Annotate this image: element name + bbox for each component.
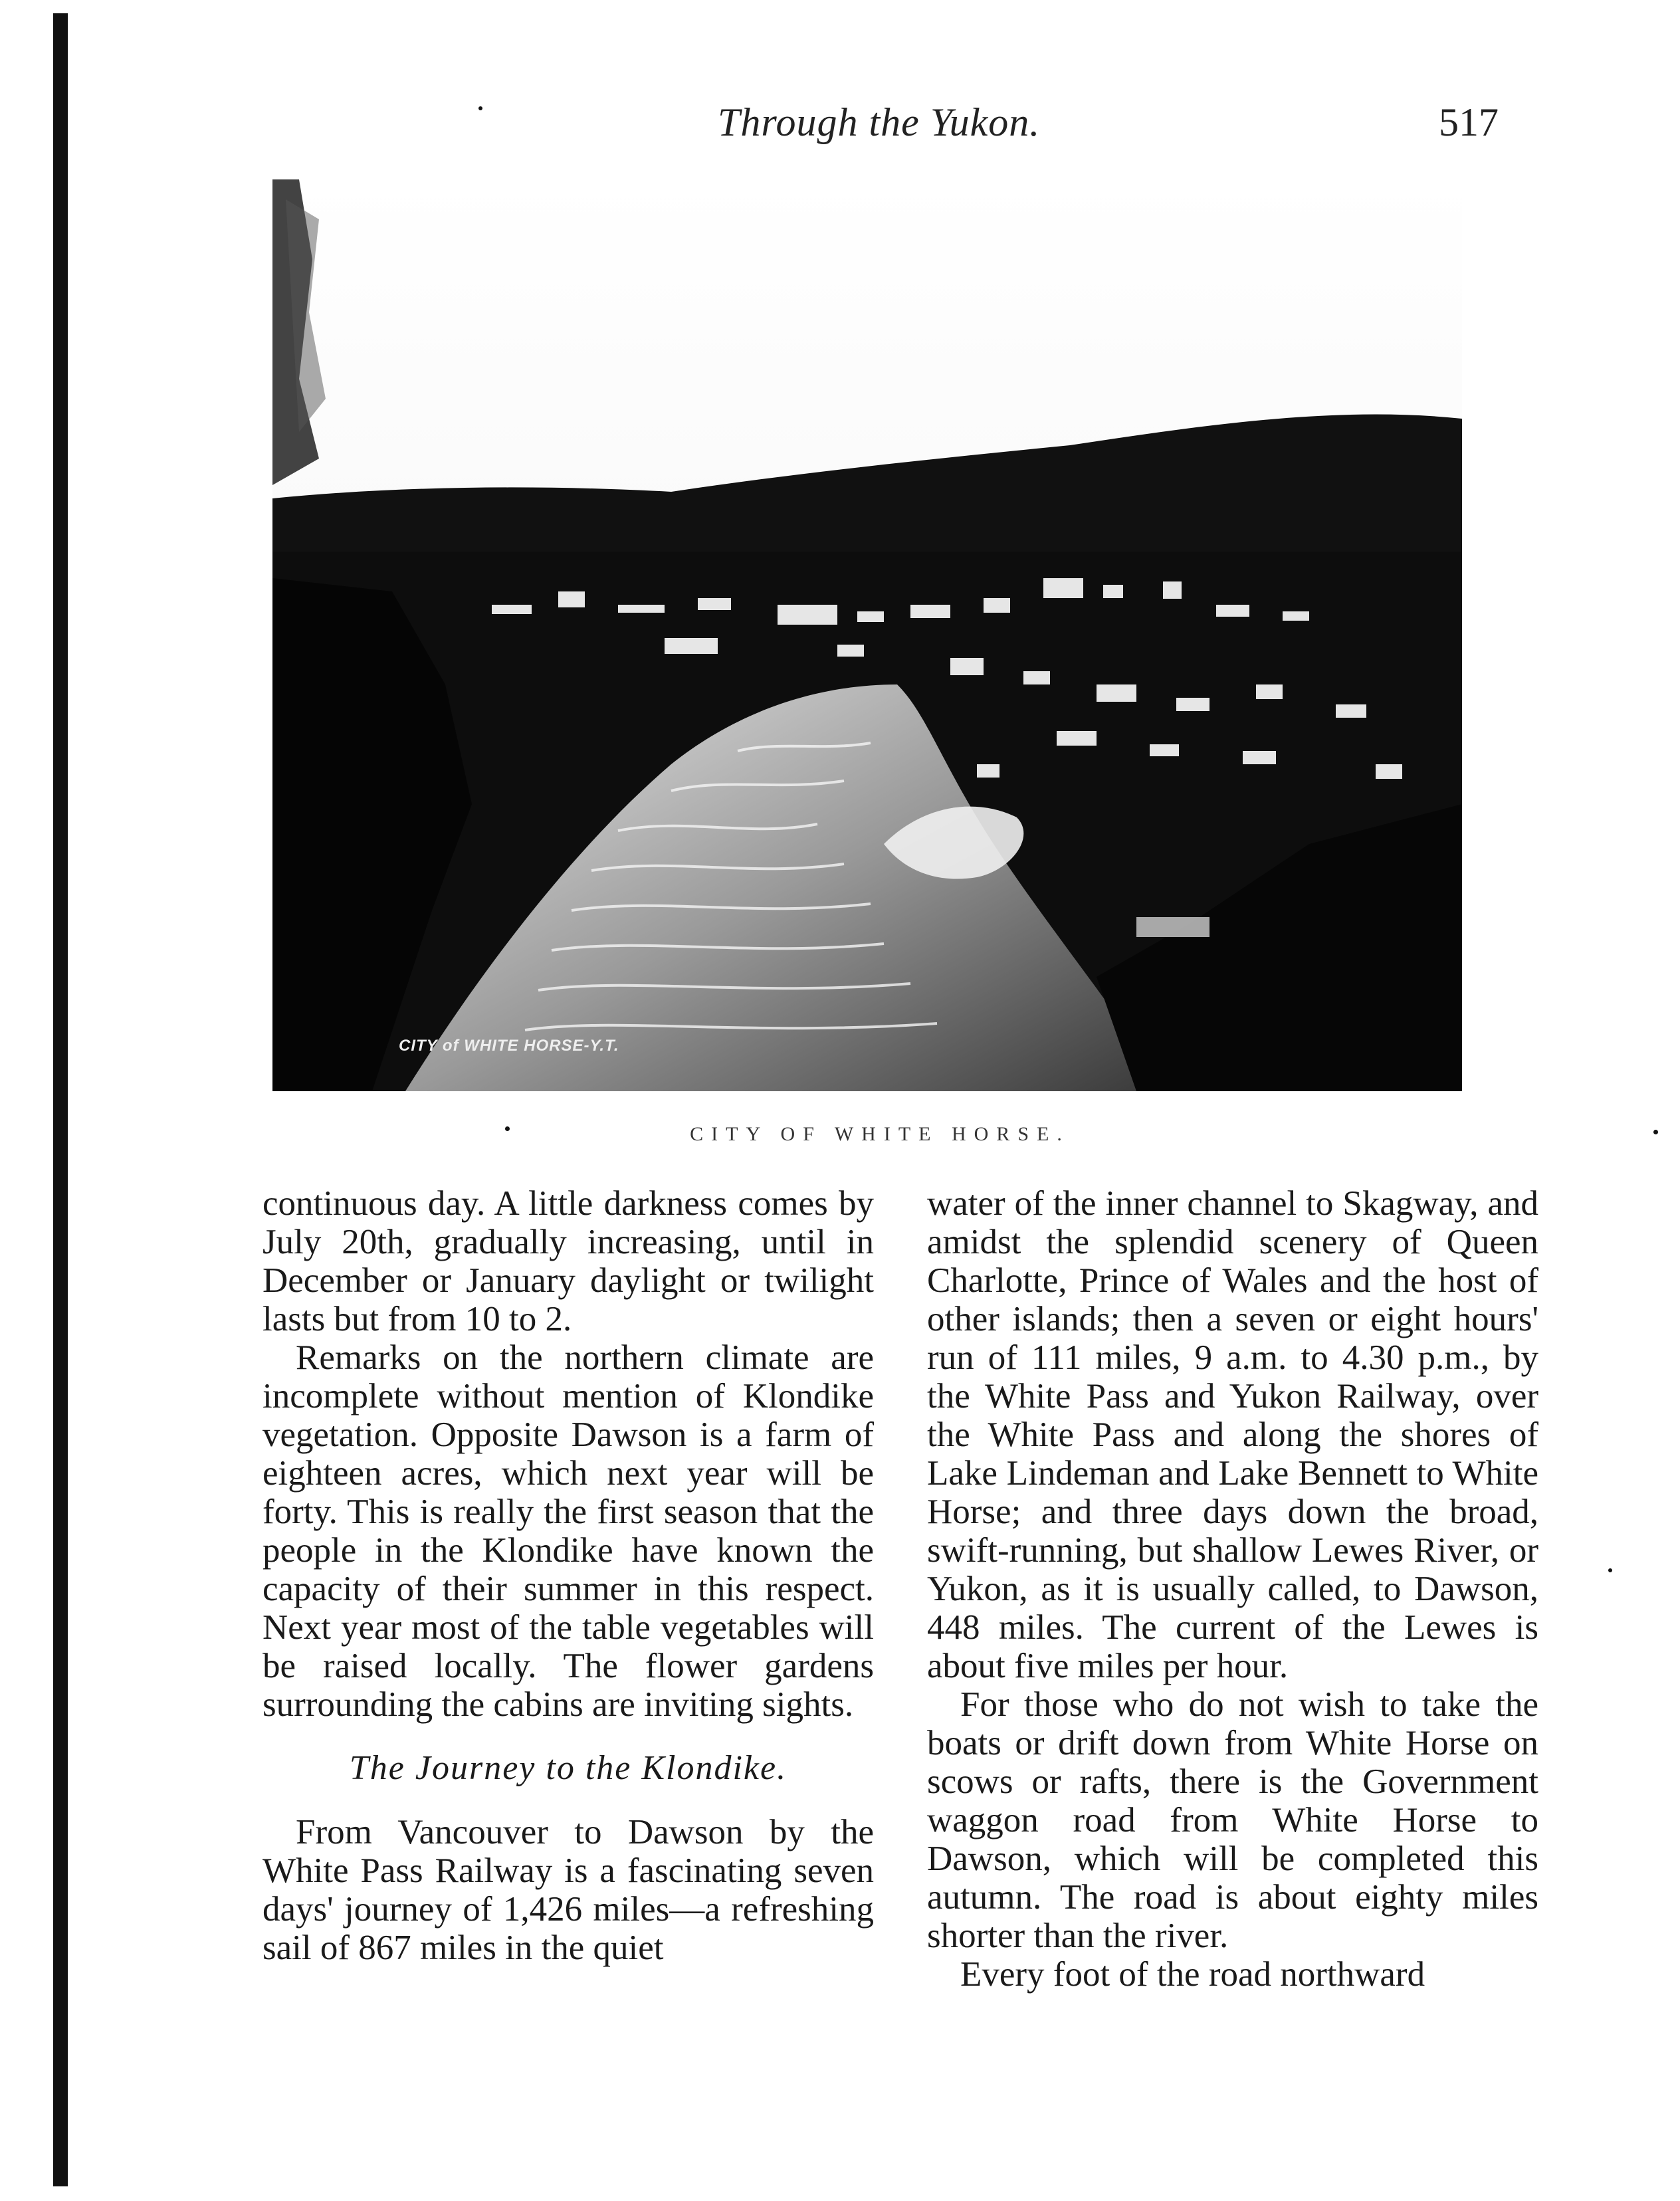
paragraph: For those who do not wish to take the boats or drift down from White Horse on scows or rafts, there is the Government waggon road from White Horse to Dawson, which will be completed this autumn. The road is about eighty miles shorter than the river. [927, 1685, 1538, 1955]
paragraph: water of the inner channel to Skagway, and amidst the splendid scenery of Queen Charlotte, Prince of Wales and the host of other islands; then a seven or eight hours' run of 111 miles, 9 a.m. to 4.30 p.m., by the White Pass and Yukon Railway, over the White Pass and along the shores of Lake Lindeman and Lake Bennett to White Horse; and three days down the broad, swift-running, but shallow Lewes River, or Yukon, as it is usually called, to Dawson, 448 miles. The current of the Lewes is about five miles per hour. [927, 1184, 1538, 1685]
white-horse-photograph [272, 179, 1462, 1091]
paragraph: Every foot of the road northward [960, 1955, 1425, 1994]
page-number: 517 [1439, 100, 1499, 144]
paragraph: Remarks on the northern climate are incomplete without mention of Klondike vegetation. Opposite Dawson is a farm of eighteen acres, which next year will be forty. This is really the first season that the people in the Klondike have known the capacity of their summer in this respect. Next year most of the table vegetables will be raised locally. The flower gardens surrounding the cabins are inviting sights. [262, 1338, 874, 1724]
photo-inset-label: CITY of WHITE HORSE-Y.T. [399, 1037, 619, 1055]
binding-edge [53, 13, 68, 2186]
left-column [262, 1184, 874, 1967]
paragraph: From Vancouver to Dawson by the White Pass Railway is a fascinating seven days' journey of 1,426 miles—a refreshing sail of 867 miles in the quiet [262, 1813, 874, 1967]
photo-plate [272, 179, 1462, 1091]
figure-caption: CITY OF WHITE HORSE. [690, 1123, 1070, 1145]
ink-speck [1608, 1568, 1612, 1572]
ink-speck [478, 106, 482, 110]
paragraph: continuous day. A little darkness comes by July 20th, gradually increasing, until in December or January daylight or twilight lasts but from 10 to 2. [262, 1184, 874, 1338]
running-title: Through the Yukon. [718, 100, 1041, 144]
right-column [927, 1184, 1538, 1994]
section-heading: The Journey to the Klondike. [349, 1749, 788, 1787]
